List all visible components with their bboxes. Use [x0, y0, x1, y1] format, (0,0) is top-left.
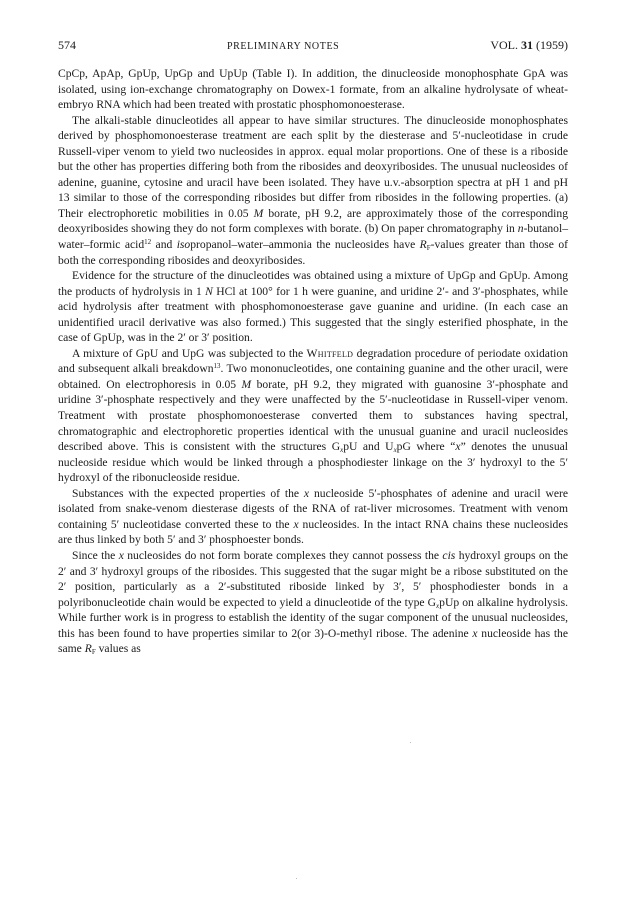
- paragraph-5: [58, 486, 568, 548]
- page-number: 574: [58, 38, 76, 52]
- journal-page: [58, 38, 568, 657]
- paragraph-1: [58, 66, 568, 113]
- italic-symbol: R: [419, 238, 427, 252]
- paragraph-text: CpCp, ApAp, GpUp, UpGp and UpUp (Table I). In addition, the dinucleoside monophosphate GpA was isolated, using ion-exchange chromatography on Dowex-1 formate, from an alkaline hydrolysate of wheat-embryo RNA which had been treated with prostatic phosphomonoesterase.: [58, 67, 568, 112]
- volume-year: (1959): [535, 38, 568, 52]
- scan-speck: [296, 878, 297, 879]
- italic-x-subscript: x: [436, 601, 440, 610]
- paragraph-text: pG where “: [396, 440, 456, 454]
- italic-x: x: [303, 486, 310, 500]
- author-name-small-caps: Whitfeld: [306, 346, 354, 360]
- volume-citation: [490, 38, 568, 53]
- italic-x: x: [118, 548, 124, 562]
- paragraph-text: ” denotes the unusual nucleoside residue which would be linked through a phosphodiester linkage on the 3′ hydroxyl to the 5′ hydroxyl of the ribonucleoside residue.: [58, 440, 568, 485]
- italic-unit: M: [253, 206, 264, 220]
- paragraph-text: hydroxyl groups on the 2′ and 3′ hydroxyl groups of the ribosides. This suggested that the sugar might be a ribose substituted on the 2′ position, particularly as a 2′-substituted riboside linked by 3′, 5′ phosphodiester bonds in a polyribonucleotide chain would be expected to yield a dinucleotide of the type G: [58, 548, 569, 609]
- paragraph-text: and: [151, 238, 177, 252]
- paragraph-2: [58, 113, 568, 268]
- scan-speck: [410, 742, 411, 743]
- paragraph-text: . Two mononucleotides, one containing guanine and the other uracil, were obtained. On electrophoresis in 0.05: [58, 362, 568, 391]
- paragraph-text: Evidence for the structure of the dinucleotides was obtained using a mixture of UpGp and GpUp. Among the products of hydrolysis in 1: [58, 269, 568, 298]
- paragraph-text: nucleosides. In the intact RNA chains these nucleosides are thus linked by both 5′ and 3′ phosphoester bonds.: [58, 517, 568, 547]
- paragraph-text: -values greater than those of both the corresponding ribosides and deoxyribosides.: [58, 238, 569, 267]
- subscript: F: [91, 648, 96, 657]
- running-head: [58, 38, 568, 58]
- paragraph-text: Since the: [72, 548, 119, 562]
- paragraph-text: nucleoside has the same: [58, 626, 568, 656]
- italic-x: x: [293, 517, 299, 531]
- paragraph-3: [58, 268, 568, 346]
- paragraph-text: values as: [95, 642, 141, 656]
- volume-label: VOL.: [490, 38, 518, 52]
- running-title: PRELIMINARY NOTES: [226, 41, 340, 52]
- paragraph-text: nucleosides do not form borate complexes they cannot possess the: [123, 548, 443, 562]
- italic-x-subscript: x: [393, 446, 397, 455]
- italic-prefix: iso: [176, 238, 191, 252]
- paragraph-text: borate, pH 9.2, are approximately those of the corresponding deoxyribosides showing they do not form complexes with borate. (b) On paper chromatography in: [58, 206, 569, 236]
- paragraph-text: pUp on alkaline hydrolysis. While further work is in progress to establish the identity of the sugar component of the unusual nucleosides, this has been found to have properties similar to 2(or 3)-O-methyl ribose. The adenine: [58, 595, 568, 640]
- volume-number: 31: [520, 38, 533, 52]
- italic-symbol: R: [84, 642, 92, 656]
- paragraph-4: [58, 346, 568, 486]
- paragraph-text: HCl at 100° for 1 h were guanine, and uridine 2′- and 3′-phosphates, while acid hydrolysis after treatment with phosphomonoesterase gave guanine and uridine. (In each case an unidentified uracil derivative was also formed.) This suggested that the singly esterified phosphate, in the case of GpUp, was in the 2′ or 3′ position.: [58, 284, 568, 345]
- paragraph-text: The alkali-stable dinucleotides all appear to have similar structures. The dinucleoside monophosphates derived by phosphomonoesterase treatment are each split by the diesterase and 5′-nucleotidase in crude Russell-viper venom to yield two nucleosides in approx. equal molar proportions. One of these is a riboside but the other has properties differing both from the ribosides and deoxyribosides. The unusual nucleosides of adenine, guanine, cytosine and uracil have been isolated. They have u.v.-absorption spectra at pH 1 and pH 13 similar to those of the corresponding ribosides but differ from ribosides in the following properties. (a) Their electrophoretic mobilities in 0.05: [58, 113, 568, 220]
- reference-superscript: 12: [144, 238, 152, 247]
- italic-unit: M: [241, 377, 252, 391]
- paragraph-text: A mixture of GpU and UpG was subjected to the: [72, 346, 307, 360]
- italic-unit: N: [205, 284, 213, 298]
- reference-superscript: 13: [213, 362, 221, 371]
- paragraph-6: [58, 548, 568, 657]
- paragraph-text: Substances with the expected properties of the: [72, 486, 304, 500]
- article-body: [58, 66, 568, 657]
- paragraph-text: -butanol–water–formic acid: [58, 222, 568, 252]
- paragraph-text: pU and U: [343, 440, 394, 454]
- italic-x-subscript: x: [340, 446, 344, 455]
- italic-prefix: n: [517, 222, 524, 236]
- italic-cis: cis: [442, 548, 456, 562]
- paragraph-text: borate, pH 9.2, they migrated with guanosine 3′-phosphate and uridine 3′-phosphate respectively and they were unaffected by the 5′-nucleotidase in Russell-viper venom. Treatment with prostate phosphomonoesterase converted them to substances having spectral, chromatographic and electrophoretic properties identical with the unusual guanine and uracil nucleosides described above. This is consistent with the structures G: [58, 377, 569, 454]
- paragraph-text: nucleoside 5′-phosphates of adenine and uracil were isolated from snake-venom diesterase digests of the RNA of rat-liver microsomes. Treatment with venom containing 5′ nucleotidase converted these to the: [58, 486, 568, 531]
- subscript: F: [426, 244, 431, 253]
- italic-x: x: [455, 440, 461, 454]
- paragraph-text: propanol–water–ammonia the nucleosides have: [190, 238, 420, 252]
- paragraph-text: degradation procedure of periodate oxidation and subsequent alkali breakdown: [58, 346, 568, 376]
- italic-x: x: [472, 626, 478, 640]
